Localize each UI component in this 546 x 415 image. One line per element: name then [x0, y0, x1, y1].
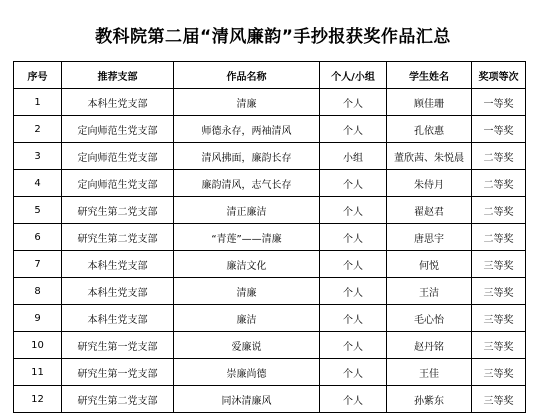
cell-branch: 研究生第一党支部 — [62, 332, 174, 359]
header-index: 序号 — [14, 62, 62, 89]
cell-entry-type: 小组 — [320, 143, 387, 170]
cell-work-title: 爱廉说 — [174, 332, 320, 359]
cell-index: 12 — [14, 386, 62, 413]
cell-work-title: 清廉 — [174, 89, 320, 116]
header-branch: 推荐支部 — [62, 62, 174, 89]
cell-work-title: 师德永存，两袖清风 — [174, 116, 320, 143]
cell-student-name: 顾佳珊 — [387, 89, 472, 116]
cell-student-name: 何悦 — [387, 251, 472, 278]
cell-award-level: 二等奖 — [472, 197, 526, 224]
cell-entry-type: 个人 — [320, 359, 387, 386]
cell-student-name: 唐思宇 — [387, 224, 472, 251]
cell-branch: 研究生第一党支部 — [62, 359, 174, 386]
cell-index: 4 — [14, 170, 62, 197]
cell-work-title: 清风拂面，廉韵长存 — [174, 143, 320, 170]
header-award-level: 奖项等次 — [472, 62, 526, 89]
cell-entry-type: 个人 — [320, 332, 387, 359]
cell-index: 6 — [14, 224, 62, 251]
cell-entry-type: 个人 — [320, 224, 387, 251]
table-row — [14, 89, 526, 116]
cell-award-level: 二等奖 — [472, 170, 526, 197]
cell-entry-type: 个人 — [320, 170, 387, 197]
cell-index: 10 — [14, 332, 62, 359]
cell-branch: 定向师范生党支部 — [62, 170, 174, 197]
cell-award-level: 一等奖 — [472, 89, 526, 116]
cell-work-title: 清廉 — [174, 278, 320, 305]
table-row — [14, 197, 526, 224]
cell-work-title: 廉韵清风，志气长存 — [174, 170, 320, 197]
cell-student-name: 毛心怡 — [387, 305, 472, 332]
cell-student-name: 朱侍月 — [387, 170, 472, 197]
cell-branch: 定向师范生党支部 — [62, 143, 174, 170]
cell-award-level: 三等奖 — [472, 359, 526, 386]
cell-award-level: 三等奖 — [472, 386, 526, 413]
awards-table — [13, 61, 526, 413]
cell-work-title: 清正廉洁 — [174, 197, 320, 224]
cell-branch: 本科生党支部 — [62, 251, 174, 278]
cell-branch: 研究生第二党支部 — [62, 224, 174, 251]
cell-index: 3 — [14, 143, 62, 170]
table-header-row — [14, 62, 526, 89]
cell-branch: 研究生第二党支部 — [62, 386, 174, 413]
cell-entry-type: 个人 — [320, 305, 387, 332]
cell-student-name: 孙紫东 — [387, 386, 472, 413]
table-row — [14, 143, 526, 170]
header-entry-type: 个人/小组 — [320, 62, 387, 89]
cell-entry-type: 个人 — [320, 116, 387, 143]
cell-award-level: 三等奖 — [472, 332, 526, 359]
cell-work-title: 崇廉尚德 — [174, 359, 320, 386]
cell-award-level: 一等奖 — [472, 116, 526, 143]
cell-entry-type: 个人 — [320, 251, 387, 278]
cell-student-name: 王佳 — [387, 359, 472, 386]
table-row — [14, 224, 526, 251]
cell-branch: 本科生党支部 — [62, 89, 174, 116]
cell-work-title: 廉洁文化 — [174, 251, 320, 278]
cell-award-level: 三等奖 — [472, 305, 526, 332]
cell-student-name: 翟赵君 — [387, 197, 472, 224]
cell-index: 5 — [14, 197, 62, 224]
cell-branch: 研究生第二党支部 — [62, 197, 174, 224]
cell-student-name: 孔依惠 — [387, 116, 472, 143]
table-row — [14, 305, 526, 332]
table-row — [14, 251, 526, 278]
cell-entry-type: 个人 — [320, 386, 387, 413]
cell-branch: 本科生党支部 — [62, 305, 174, 332]
cell-student-name: 赵丹铭 — [387, 332, 472, 359]
cell-award-level: 二等奖 — [472, 143, 526, 170]
table-row — [14, 116, 526, 143]
cell-branch: 定向师范生党支部 — [62, 116, 174, 143]
cell-entry-type: 个人 — [320, 89, 387, 116]
cell-index: 2 — [14, 116, 62, 143]
table-row — [14, 278, 526, 305]
table-row — [14, 359, 526, 386]
table-body — [14, 89, 526, 413]
cell-award-level: 三等奖 — [472, 251, 526, 278]
table-row — [14, 386, 526, 413]
cell-student-name: 董欣茜、朱悦晨 — [387, 143, 472, 170]
table-row — [14, 332, 526, 359]
header-work-title: 作品名称 — [174, 62, 320, 89]
cell-award-level: 二等奖 — [472, 224, 526, 251]
cell-work-title: “青莲”——清廉 — [174, 224, 320, 251]
cell-entry-type: 个人 — [320, 278, 387, 305]
document-title: 教科院第二届“清风廉韵”手抄报获奖作品汇总 — [95, 27, 451, 47]
cell-index: 7 — [14, 251, 62, 278]
cell-work-title: 同沐清廉风 — [174, 386, 320, 413]
cell-index: 8 — [14, 278, 62, 305]
cell-award-level: 三等奖 — [472, 278, 526, 305]
cell-index: 1 — [14, 89, 62, 116]
cell-branch: 本科生党支部 — [62, 278, 174, 305]
cell-index: 11 — [14, 359, 62, 386]
header-student-name: 学生姓名 — [387, 62, 472, 89]
table-row — [14, 170, 526, 197]
cell-student-name: 王洁 — [387, 278, 472, 305]
cell-index: 9 — [14, 305, 62, 332]
cell-work-title: 廉洁 — [174, 305, 320, 332]
cell-entry-type: 个人 — [320, 197, 387, 224]
